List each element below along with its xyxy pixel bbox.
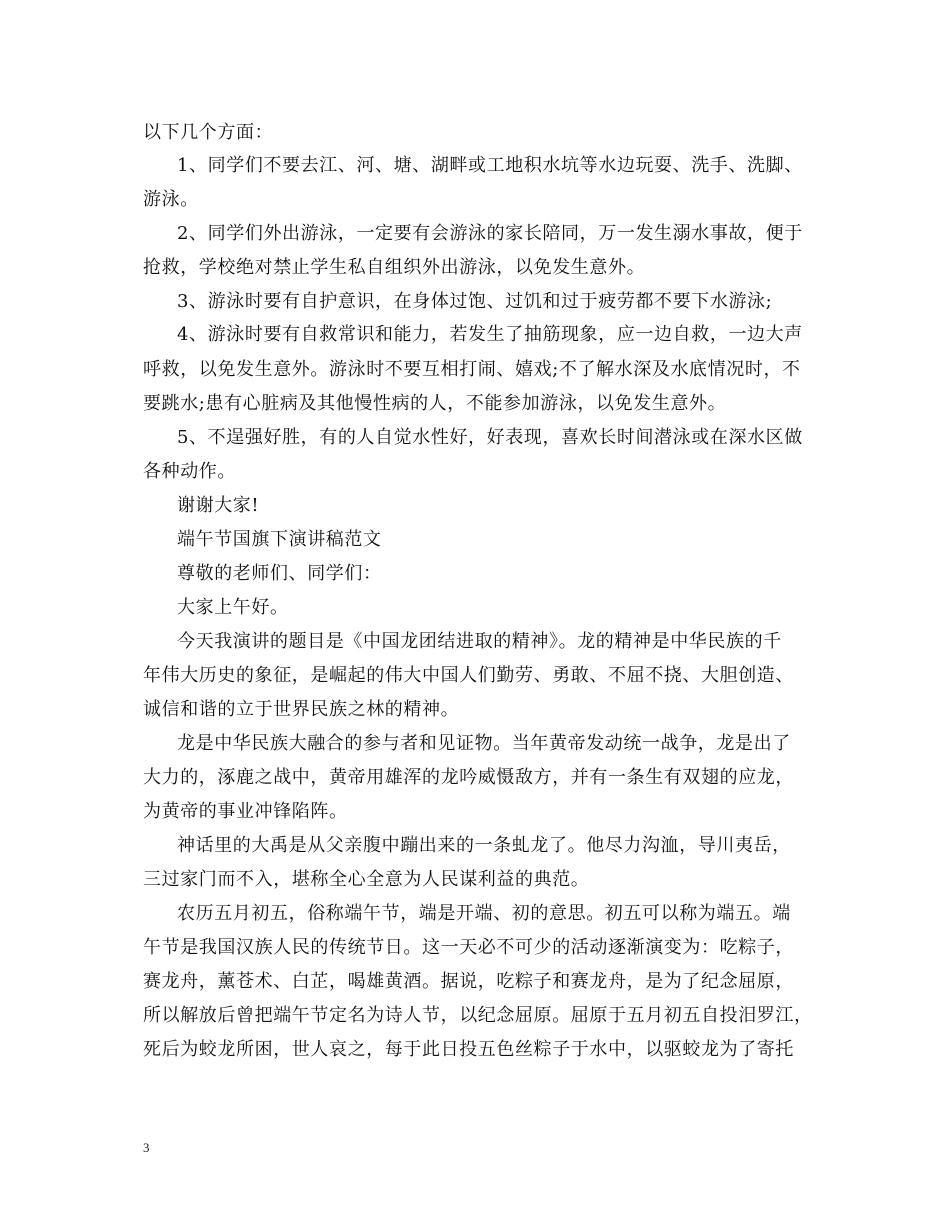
paragraph-line: 午节是我国汉族人民的传统节日。这一天必不可少的活动逐渐演变为：吃粽子， xyxy=(143,937,794,958)
paragraph-line: 呼救，以免发生意外。游泳时不要互相打闹、嬉戏;不了解水深及水底情况时，不 xyxy=(143,359,801,380)
paragraph-line: 为黄帝的事业冲锋陷阵。 xyxy=(143,801,348,822)
paragraph-line: 赛龙舟，薰苍术、白芷，喝雄黄酒。据说，吃粽子和赛龙舟，是为了纪念屈原， xyxy=(143,971,794,992)
paragraph-line: 大力的，涿鹿之战中，黄帝用雄浑的龙吟威慑敌方，并有一条生有双翅的应龙， xyxy=(143,767,794,788)
paragraph-line: 游泳。 xyxy=(143,189,199,210)
paragraph-line: 抢救，学校绝对禁止学生私自组织外出游泳，以免发生意外。 xyxy=(143,257,646,278)
paragraph-line: 三过家门而不入，堪称全心全意为人民谋利益的典范。 xyxy=(143,869,590,890)
page-number: 3 xyxy=(143,1140,150,1155)
paragraph-line: 谢谢大家! xyxy=(177,495,260,516)
paragraph-line: 5、不逞强好胜，有的人自觉水性好，好表现，喜欢长时间潜泳或在深水区做 xyxy=(177,427,803,448)
paragraph-line: 农历五月初五，俗称端午节，端是开端、初的意思。初五可以称为端五。端 xyxy=(177,903,791,924)
paragraph-line: 神话里的大禹是从父亲腹中蹦出来的一条虬龙了。他尽力沟洫，导川夷岳， xyxy=(177,835,791,856)
paragraph-line: 所以解放后曾把端午节定名为诗人节，以纪念屈原。屈原于五月初五自投汨罗江， xyxy=(143,1005,813,1026)
paragraph-line: 2、同学们外出游泳，一定要有会游泳的家长陪同，万一发生溺水事故，便于 xyxy=(177,223,803,244)
paragraph-line: 以下几个方面： xyxy=(143,122,274,143)
paragraph-line: 死后为蛟龙所困，世人哀之，每于此日投五色丝粽子于水中，以驱蛟龙为了寄托 xyxy=(143,1039,794,1060)
paragraph-line: 端午节国旗下演讲稿范文 xyxy=(177,529,382,550)
paragraph-line: 年伟大历史的象征，是崛起的伟大中国人们勤劳、勇敢、不屈不挠、大胆创造、 xyxy=(143,665,794,686)
paragraph-line: 今天我演讲的题目是《中国龙团结进取的精神》。龙的精神是中华民族的千 xyxy=(177,631,782,652)
paragraph-line: 要跳水;患有心脏病及其他慢性病的人，不能参加游泳，以免发生意外。 xyxy=(143,393,727,414)
paragraph-line: 4、游泳时要有自救常识和能力，若发生了抽筋现象，应一边自救，一边大声 xyxy=(177,324,803,345)
paragraph-line: 各种动作。 xyxy=(143,461,236,482)
paragraph-line: 1、同学们不要去江、河、塘、湖畔或工地积水坑等水边玩耍、洗手、洗脚、 xyxy=(177,155,803,176)
paragraph-line: 尊敬的老师们、同学们： xyxy=(177,563,382,584)
paragraph-line: 3、游泳时要有自护意识，在身体过饱、过饥和过于疲劳都不要下水游泳; xyxy=(177,291,773,312)
paragraph-line: 龙是中华民族大融合的参与者和见证物。当年黄帝发动统一战争，龙是出了 xyxy=(177,733,791,754)
paragraph-line: 诚信和谐的立于世界民族之林的精神。 xyxy=(143,699,460,720)
paragraph-line: 大家上午好。 xyxy=(177,597,289,618)
